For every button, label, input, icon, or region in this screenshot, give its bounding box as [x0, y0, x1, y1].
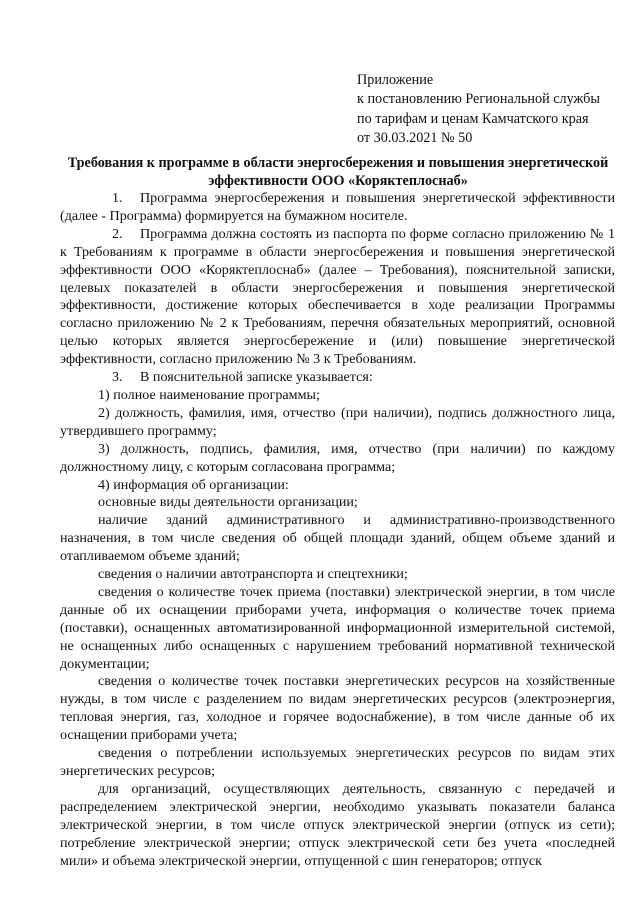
- annex-line: от 30.03.2021 № 50: [357, 130, 473, 147]
- numbered-item: [60, 369, 615, 387]
- paragraph: 3) должность, подпись, фамилия, имя, отчество (при наличии) по каждому должностному лицу, с которым согласована программа;: [60, 440, 615, 475]
- paragraph: основные виды деятельности организации;: [98, 494, 358, 511]
- annex-line: к постановлению Региональной службы: [357, 91, 600, 108]
- document-title: Требования к программе в области энергосбережения и повышения энергетической эффективности ООО «Коряктеплоснаб»: [67, 155, 609, 189]
- item-text: Программа должна состоять из паспорта по форме согласно приложению № 1 к Требованиям к программе в области энергосбережения и повышения энергетической эффективности ООО «Коряктеплоснаб» (далее – Требования), пояснительной записки, целевых показателей в области энергосбережения и повышения энергетической эффективности, достижение которых обеспечивается в ходе реализации Программы согласно приложению № 2 к Требованиям, перечня обязательных мероприятий, основной целью которых является энергосбережение и (или) повышение энергетической эффективности, согласно приложению № 3 к Требованиям.: [60, 225, 615, 368]
- item-text: В пояснительной записке указывается:: [140, 369, 373, 386]
- numbered-item: [60, 190, 615, 226]
- paragraph: 2) должность, фамилия, имя, отчество (при наличии), подпись должностного лица, утвердившего программу;: [60, 404, 615, 439]
- annex-header: [357, 71, 627, 149]
- document-body: [60, 190, 615, 870]
- paragraph: сведения о количестве точек поставки энергетических ресурсов на хозяйственные нужды, в том числе с разделением по видам энергетических ресурсов (электроэнергия, тепловая энергия, газ, холодное и горячее водоснабжение), в том числе данные об их оснащении приборами учета;: [60, 673, 615, 744]
- numbered-item: [60, 226, 615, 369]
- paragraph: сведения о потреблении используемых энергетических ресурсов по видам этих энергетических ресурсов;: [60, 745, 615, 779]
- paragraph: для организаций, осуществляющих деятельность, связанную с передачей и распределением электрической энергии, необходимо указывать показатели баланса электрической энергии, в том числе отпуск электрической энергии (отпуск из сети); потребление электрической энергии; отпуск электрической сети без учета «последней мили» и объема электрической энергии, отпущенной с шин генераторов; отпуск: [60, 780, 615, 869]
- paragraph: сведения о наличии автотранспорта и спецтехники;: [98, 566, 408, 583]
- annex-line: Приложение: [357, 72, 434, 88]
- paragraph: наличие зданий административного и административно-производственного назначения, в том числе сведения об общей площади зданий, общем объеме зданий и отапливаемом объеме зданий;: [60, 512, 615, 565]
- item-number: 3.: [112, 369, 123, 386]
- annex-line: по тарифам и ценам Камчатского края: [357, 110, 589, 127]
- item-number: 2.: [112, 225, 123, 242]
- paragraph: 1) полное наименование программы;: [98, 386, 320, 403]
- item-text: Программа энергосбережения и повышения энергетической эффективности (далее - Программа) формируется на бумажном носителе.: [60, 190, 615, 224]
- item-number: 1.: [112, 190, 123, 206]
- paragraph: сведения о количестве точек приема (поставки) электрической энергии, в том числе данные об их оснащении приборами учета, информация о количестве точек приема (поставки), оснащенных автоматизированной информационной измерительной системой, не оснащенных либо оснащенных с нарушением требований нормативной технической документации;: [60, 583, 615, 672]
- paragraph: 4) информация об организации:: [98, 476, 289, 493]
